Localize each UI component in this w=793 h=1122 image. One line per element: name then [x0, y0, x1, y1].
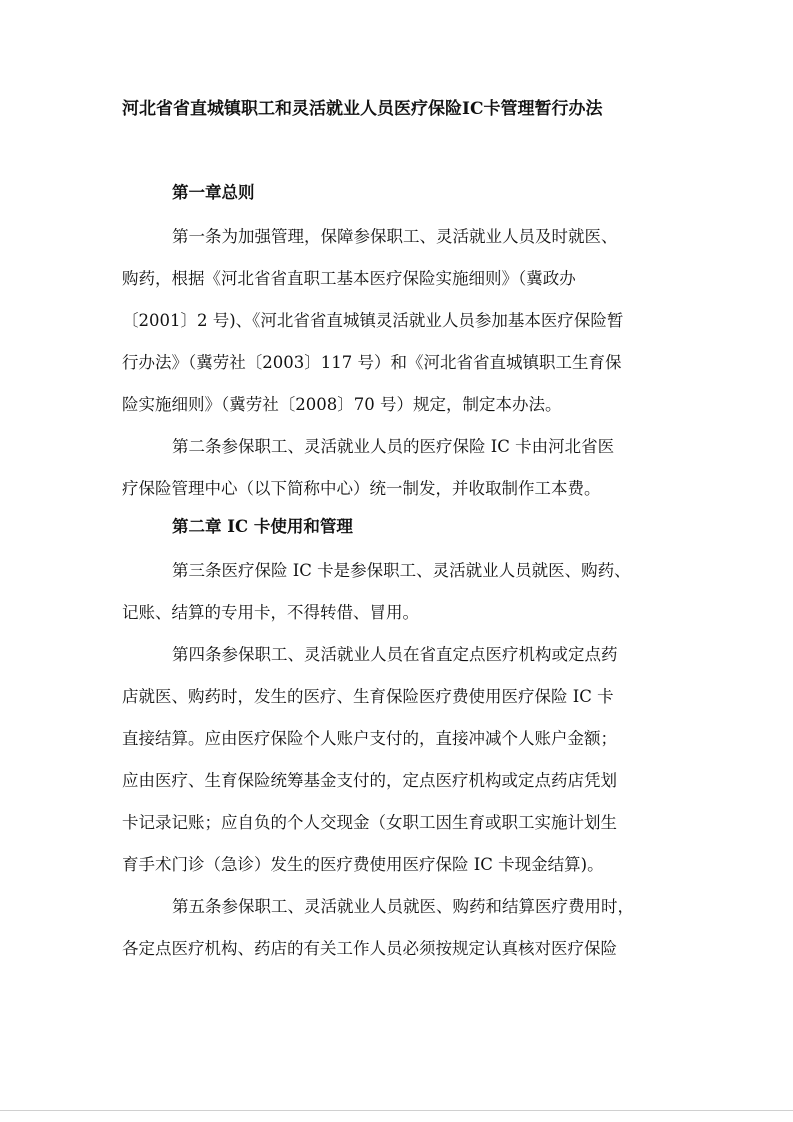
article-1-line: 购药，根据《河北省省直职工基本医疗保险实施细则》（冀政办	[122, 269, 576, 288]
article-4-line: 育手术门诊（急诊）发生的医疗费使用医疗保险 IC 卡现金结算)。	[122, 855, 604, 874]
article-4-line: 店就医、购药时，发生的医疗、生育保险医疗费使用医疗保险 IC 卡	[122, 687, 614, 706]
article-5-line: 第五条参保职工、灵活就业人员就医、购药和结算医疗费用时，	[172, 897, 634, 916]
article-3-line: 第三条医疗保险 IC 卡是参保职工、灵活就业人员就医、购药、	[172, 561, 631, 580]
article-4-line: 应由医疗、生育保险统筹基金支付的，定点医疗机构或定点药店凭划	[122, 771, 617, 790]
article-1-line: 第一条为加强管理，保障参保职工、灵活就业人员及时就医、	[172, 227, 618, 246]
article-4-line: 卡记录记账；应自负的个人交现金（女职工因生育或职工实施计划生	[122, 813, 617, 832]
article-5-line: 各定点医疗机构、药店的有关工作人员必须按规定认真核对医疗保险	[122, 939, 617, 958]
article-4-line: 第四条参保职工、灵活就业人员在省直定点医疗机构或定点药	[172, 645, 618, 664]
page-bottom-divider	[0, 1110, 793, 1111]
chapter-2-heading: 第二章 IC 卡使用和管理	[172, 517, 353, 536]
document-title: 河北省省直城镇职工和灵活就业人员医疗保险IC卡管理暂行办法	[122, 99, 603, 119]
article-1-line: 行办法》（冀劳社〔2003〕117 号）和《河北省省直城镇职工生育保	[122, 353, 622, 372]
article-2-line: 第二条参保职工、灵活就业人员的医疗保险 IC 卡由河北省医	[172, 437, 615, 456]
article-2-line: 疗保险管理中心（以下简称中心）统一制发，并收取制作工本费。	[122, 479, 601, 498]
article-1-line: 险实施细则》（冀劳社〔2008〕70 号）规定，制定本办法。	[122, 395, 562, 414]
article-4-line: 直接结算。应由医疗保险个人账户支付的，直接冲减个人账户金额；	[122, 729, 617, 748]
article-1-line: 〔2001〕2 号)、《河北省省直城镇灵活就业人员参加基本医疗保险暂	[122, 311, 624, 330]
article-3-line: 记账、结算的专用卡，不得转借、冒用。	[122, 603, 419, 622]
chapter-1-heading: 第一章总则	[172, 183, 255, 202]
